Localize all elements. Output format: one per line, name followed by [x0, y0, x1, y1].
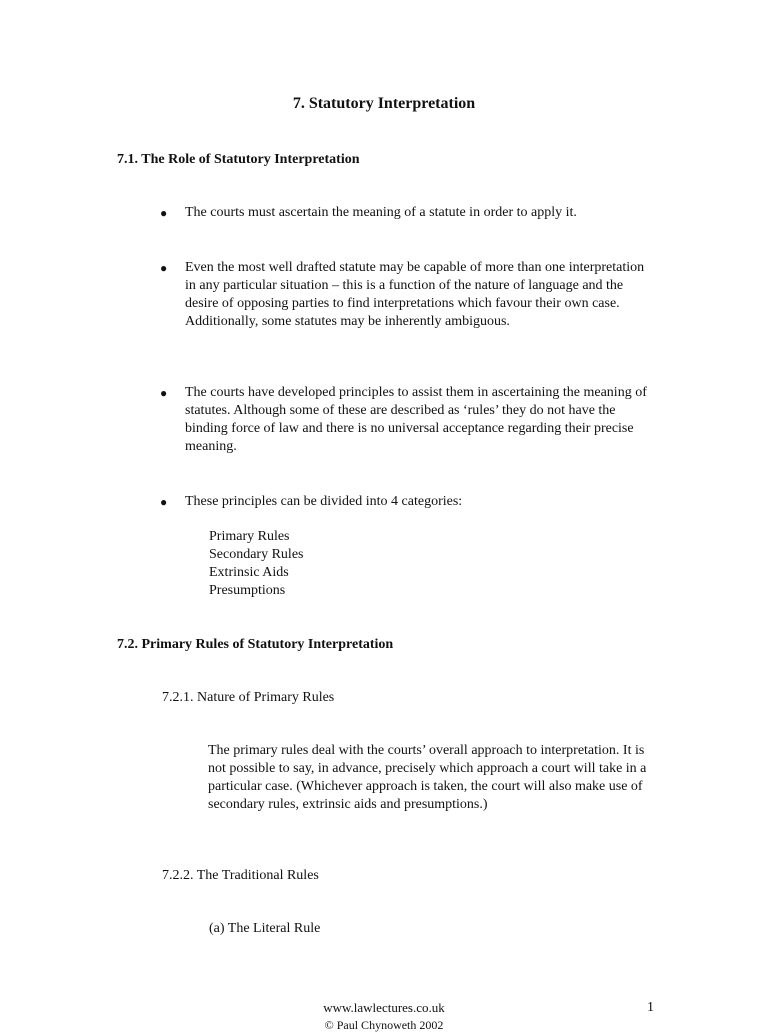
subsection-heading-7-2-1: 7.2.1. Nature of Primary Rules: [162, 690, 335, 705]
category-item: Presumptions: [209, 583, 286, 598]
category-item: Secondary Rules: [209, 547, 304, 562]
bullet-item-2: Even the most well drafted statute may be capable of more than one interpretation in any particular situation – this is a function of the nature of language and the desire of opposing parties to find interpretations which favour their own case. Additionally, some statutes may be inherently ambiguous.: [185, 260, 645, 329]
category-item: Extrinsic Aids: [209, 565, 289, 580]
subsection-heading-7-2-2: 7.2.2. The Traditional Rules: [162, 868, 319, 883]
literal-rule-heading: (a) The Literal Rule: [209, 921, 321, 936]
bullet-marker: ●: [160, 206, 168, 220]
section-heading-7-1: 7.1. The Role of Statutory Interpretation: [117, 152, 360, 167]
bullet-marker: ●: [160, 495, 168, 509]
category-item: Primary Rules: [209, 529, 290, 544]
footer-url: www.lawlectures.co.uk: [323, 1000, 445, 1015]
bullet-marker: ●: [160, 386, 168, 400]
bullet-marker: ●: [160, 261, 168, 275]
category-list: [209, 528, 509, 600]
section-heading-7-2: 7.2. Primary Rules of Statutory Interpretation: [117, 637, 394, 652]
footer-copyright: © Paul Chynoweth 2002: [324, 1018, 444, 1032]
subsection-paragraph: The primary rules deal with the courts’ overall approach to interpretation. It is not possible to say, in advance, precisely which approach a court will take in a particular case. (Whichever approach is taken, the court will also make use of secondary rules, extrinsic aids and presumptions.): [208, 743, 647, 812]
page-number: 1: [647, 1000, 654, 1015]
bullet-item-4: These principles can be divided into 4 categories:: [185, 494, 463, 509]
document-title: 7. Statutory Interpretation: [292, 95, 476, 112]
bullet-item-3: The courts have developed principles to assist them in ascertaining the meaning of statutes. Although some of these are described as ‘rules’ they do not have the binding force of law and there is no universal acceptance regarding their precise meaning.: [185, 385, 647, 454]
bullet-item-1: The courts must ascertain the meaning of a statute in order to apply it.: [185, 205, 577, 220]
